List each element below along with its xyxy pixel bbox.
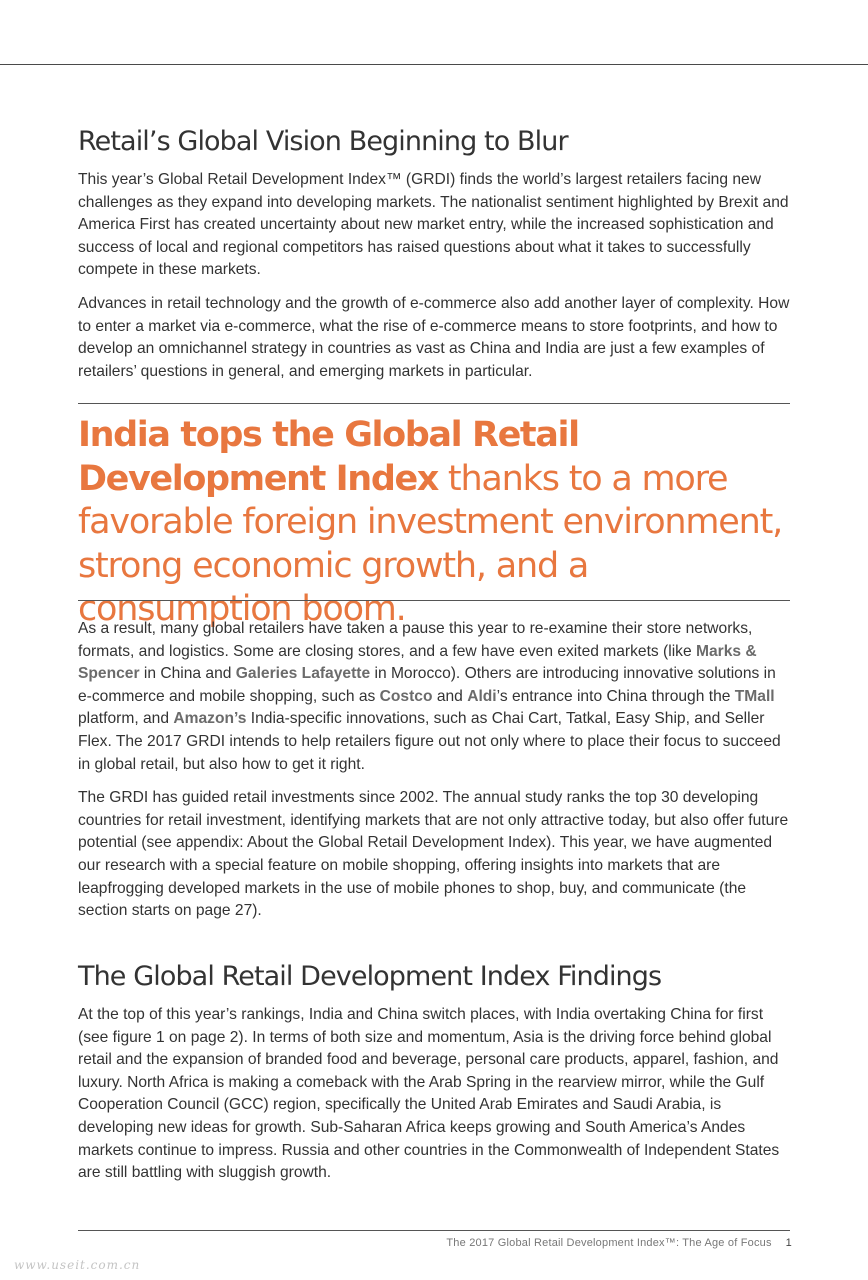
heading-text: The Global Retail Development Index Findings bbox=[78, 961, 662, 992]
brand-costco: Costco bbox=[379, 687, 433, 705]
section-findings-body bbox=[78, 1004, 790, 1185]
text-run: in Morocco). Others are introducing innovative solutions in e-commerce and mobile shopping, such as bbox=[78, 665, 776, 705]
section-heading-global-vision bbox=[78, 125, 790, 159]
brand-marks-spencer: Marks & Spencer bbox=[78, 642, 757, 683]
pull-quote-bottom-rule bbox=[78, 600, 790, 601]
brand-galeries-lafayette: Galeries Lafayette bbox=[235, 665, 371, 683]
brand-tmall: TMall bbox=[734, 687, 775, 705]
section-retailer-actions bbox=[78, 618, 790, 923]
paragraph-grdi-history: The GRDI has guided retail investments since 2002. The annual study ranks the top 30 developing countries for retail investment, identifying markets that are not only attractive today, but also offer future potential (see appendix: About the Global Retail Development Index). This year, we have augmented our research with a special feature on mobile shopping, offering insights into markets that are leapfrogging developed markets in the use of mobile phones to shop, buy, and communicate (the section starts on page 27). bbox=[78, 789, 789, 920]
pull-quote-top-rule bbox=[78, 403, 790, 404]
section-heading-findings bbox=[78, 960, 790, 994]
watermark: www.useit.com.cn bbox=[14, 1258, 141, 1272]
text-run: ’s entrance into China through the bbox=[496, 687, 735, 705]
paragraph-intro: This year’s Global Retail Development Index™ (GRDI) finds the world’s largest retailers facing new challenges as they expand into developing markets. The nationalist sentiment highlighted by Brexit and America First has created uncertainty about new market entry, while the increased sophistication and success of local and regional competitors has raised questions about what it takes to successfully compete in these markets. bbox=[78, 171, 789, 279]
heading-text: Retail’s Global Vision Beginning to Blur bbox=[78, 126, 568, 157]
text-run: As a result, many global retailers have taken a pause this year to re-examine their store networks, formats, and logistics. Some are closing stores, and a few have even exited markets (like bbox=[78, 620, 753, 660]
pull-quote-bold: India tops the Global Retail Development Index bbox=[78, 415, 579, 499]
paragraph-retailer-pause bbox=[78, 618, 790, 776]
text-run: in China and bbox=[139, 665, 236, 683]
brand-aldi: Aldi bbox=[467, 687, 497, 705]
page-number: 1 bbox=[785, 1237, 792, 1249]
pull-quote-rest: thanks to a more favorable foreign investment environment, strong economic growth, and a consumption boom. bbox=[78, 458, 783, 629]
pull-quote bbox=[78, 414, 790, 632]
page-footer bbox=[446, 1237, 792, 1249]
top-rule bbox=[0, 64, 868, 65]
brand-amazon: Amazon’s bbox=[173, 710, 247, 728]
footer-rule bbox=[78, 1230, 790, 1231]
text-run: platform, and bbox=[78, 710, 174, 728]
footer-title: The 2017 Global Retail Development Index™: The Age of Focus bbox=[446, 1237, 772, 1249]
section-global-vision-body bbox=[78, 169, 790, 383]
text-run: India-specific innovations, such as Chai Cart, Tatkal, Easy Ship, and Seller Flex. The 2017 GRDI intends to help retailers figure out not only where to place their focus to succeed in global retail, but also how to get it right. bbox=[78, 710, 781, 773]
paragraph-findings: At the top of this year’s rankings, India and China switch places, with India overtaking China for first (see figure 1 on page 2). In terms of both size and momentum, Asia is the driving force behind global retail and the expansion of branded food and beverage, personal care products, apparel, fashion, and luxury. North Africa is making a comeback with the Arab Spring in the rearview mirror, while the Gulf Cooperation Council (GCC) region, specifically the United Arab Emirates and Saudi Arabia, is developing new ideas for growth. Sub-Saharan Africa keeps growing and South America’s Andes markets continue to impress. Russia and other countries in the Commonwealth of Independent States are still battling with sluggish growth. bbox=[78, 1006, 780, 1182]
text-run: and bbox=[432, 687, 468, 705]
paragraph-technology: Advances in retail technology and the growth of e-commerce also add another layer of complexity. How to enter a market via e-commerce, what the rise of e-commerce means to store footprints, and how to develop an omnichannel strategy in countries as vast as China and India are just a few examples of retailers’ questions in general, and emerging markets in particular. bbox=[78, 294, 790, 380]
